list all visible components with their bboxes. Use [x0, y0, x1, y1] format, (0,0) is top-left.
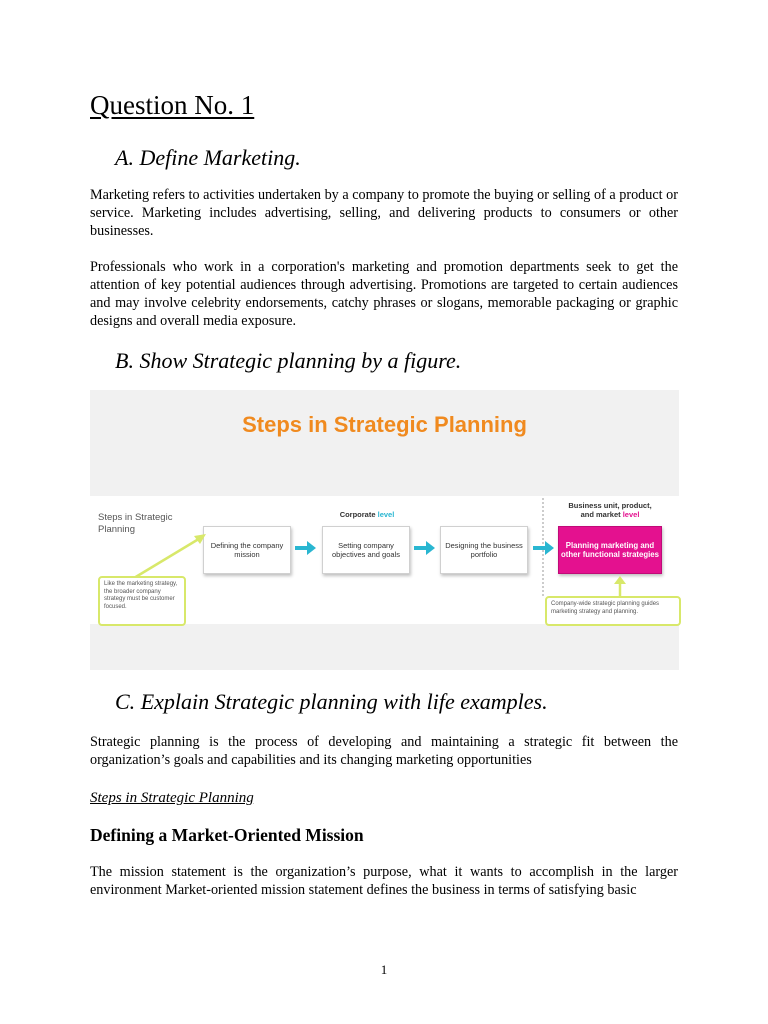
corporate-level-label [322, 510, 412, 519]
step-box-define-mission: Defining the company mission [203, 526, 291, 574]
left-note-pointer-icon [130, 532, 210, 582]
left-callout-note: Like the marketing strategy, the broader company strategy must be customer focused. [98, 576, 186, 626]
business-level-line1: Business unit, product, [568, 501, 652, 510]
arrow-right-icon [295, 540, 317, 556]
section-c-heading [115, 689, 548, 715]
paragraph-mission-statement: The mission statement is the organization’s purpose, what it wants to accomplish in the larger environment Market-oriented mission statement defines the business in terms of satisfying basic [90, 864, 678, 898]
business-level-line2 [545, 510, 675, 519]
section-b-label: B. [115, 348, 134, 373]
section-b-text: Show Strategic planning by a figure. [139, 348, 462, 373]
page-number: 1 [380, 962, 388, 977]
strategic-planning-figure [90, 390, 679, 670]
corporate-level-prefix: Corporate [339, 510, 376, 519]
paragraph-marketing-professionals: Professionals who work in a corporation's marketing and promotion departments seek to get the attention of key potential audiences through advertising. Promotions are targeted to certain audiences and may involve celebrity endorsements, catchy phrases or slogans, memorable packaging or graphic designs and overall media exposure. [90, 259, 678, 329]
step-box-plan-marketing: Planning marketing and other functional strategies [558, 526, 662, 574]
paragraph-marketing-definition: Marketing refers to activities undertaken by a company to promote the buying or selling of a product or service. Marketing includes advertising, selling, and delivering products to consumers or other businesses. [90, 187, 678, 239]
arrow-right-icon [533, 540, 555, 556]
business-level-prefix: and market [580, 510, 621, 519]
question-title: Question No. 1 [90, 90, 255, 120]
section-a-heading [115, 145, 301, 171]
section-a-label: A. [115, 145, 134, 170]
figure-side-label: Steps in Strategic Planning [98, 512, 173, 535]
business-level-accent: level [622, 510, 640, 519]
corporate-level-accent: level [377, 510, 395, 519]
business-level-label [545, 501, 675, 519]
section-c-label: C. [115, 689, 136, 714]
step-box-design-portfolio: Designing the business portfolio [440, 526, 528, 574]
figure-title: Steps in Strategic Planning [242, 412, 527, 437]
section-b-heading [115, 348, 461, 374]
step-box-set-objectives: Setting company objectives and goals [322, 526, 410, 574]
arrow-right-icon [414, 540, 436, 556]
section-a-text: Define Marketing. [139, 145, 301, 170]
paragraph-strategic-planning-definition: Strategic planning is the process of developing and maintaining a strategic fit between the organization’s goals and capabilities and its changing marketing opportunities [90, 734, 678, 768]
steps-subheading: Steps in Strategic Planning [90, 790, 254, 806]
section-c-text: Explain Strategic planning with life examples. [140, 689, 548, 714]
mission-heading: Defining a Market-Oriented Mission [90, 825, 364, 845]
right-callout-note: Company-wide strategic planning guides marketing strategy and planning. [545, 596, 681, 626]
